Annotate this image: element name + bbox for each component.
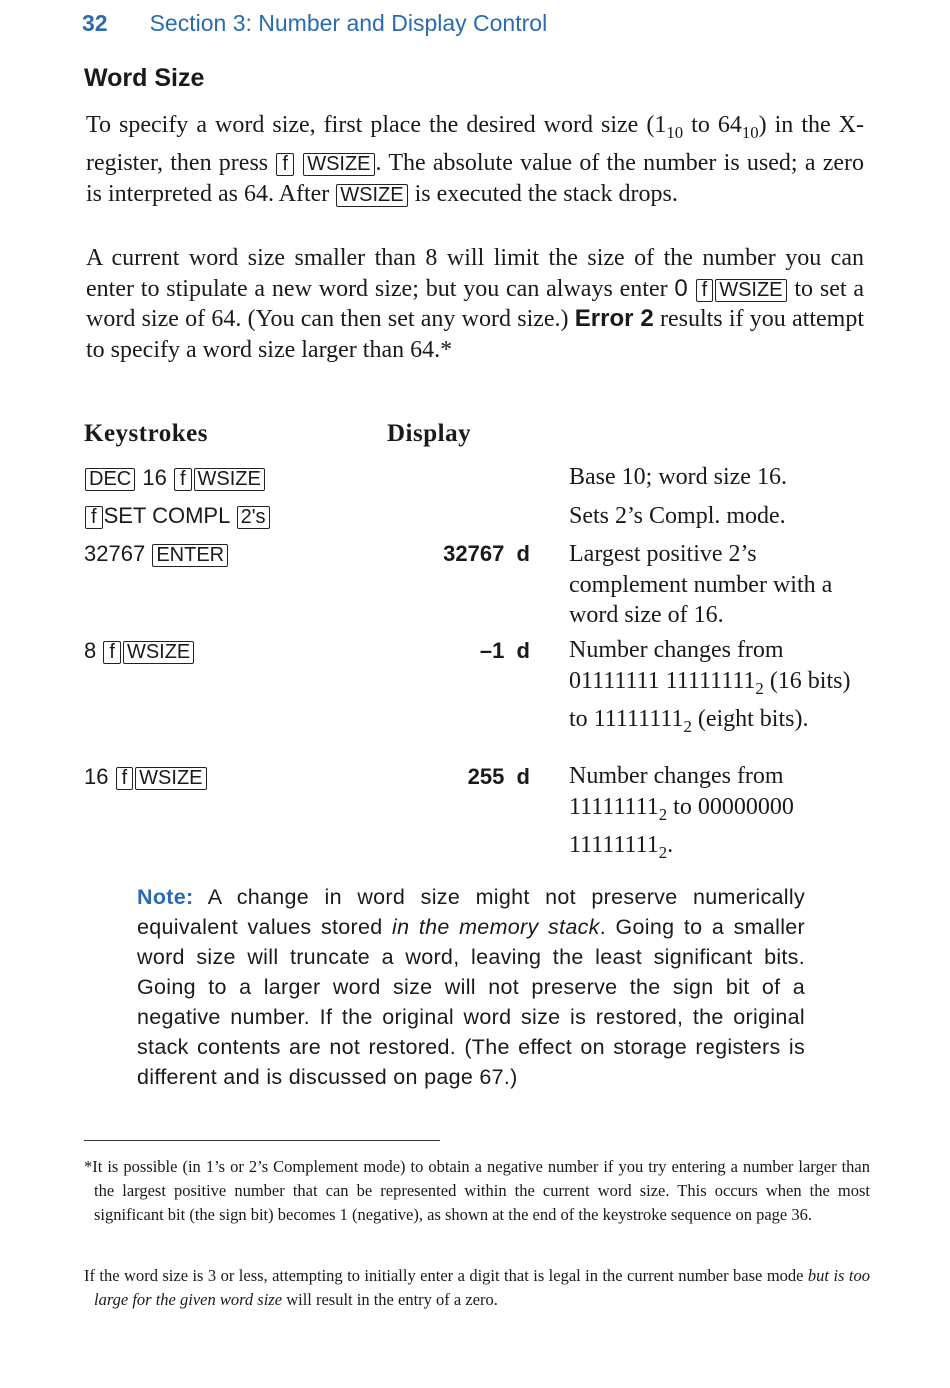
keystrokes-column-header: Keystrokes bbox=[84, 420, 208, 447]
page-number: 32 bbox=[82, 10, 108, 36]
paragraph-word-size-limit: A current word size smaller than 8 will limit the size of the number you can enter to stipulate a new word size; but you can always enter 0 f WSIZE to set a word size of 64. (You can then set any word size.) Error 2 results if you attempt to specify a word size larger than 64.* bbox=[86, 245, 864, 363]
table-row-note: Number changes from $11111111_2$ to 00000000 $11111111_2$. bbox=[569, 763, 794, 862]
f-key: f bbox=[174, 468, 192, 491]
table-row-note: Number changes from 01111111 $11111111_2$ (16 bits) to $11111111_2$ (eight bits). bbox=[569, 637, 851, 736]
wsize-key: WSIZE bbox=[336, 184, 407, 207]
f-key: f bbox=[116, 767, 134, 790]
f-key: f bbox=[85, 506, 103, 529]
note-block: Note: A change in word size might not preserve numerically equivalent values stored in the memory stack. Going to a smaller word size will truncate a word, leaving the least significant bits. Going to a larger word size will not preserve the sign bit of a negative number. If the original word size is restored, the original stack contents are not restored. (The effect on storage registers is different and is discussed on page 67.) bbox=[137, 885, 805, 1089]
f-key: f bbox=[276, 153, 294, 176]
f-key: f bbox=[696, 279, 714, 302]
error-label: Error 2 bbox=[574, 305, 654, 332]
wsize-key: WSIZE bbox=[123, 641, 194, 664]
table-row-keystrokes: DEC 16 f WSIZE bbox=[84, 465, 266, 491]
f-key: f bbox=[103, 641, 121, 664]
page-header bbox=[82, 10, 547, 37]
wsize-key: WSIZE bbox=[194, 468, 265, 491]
display-value: 32767 d bbox=[443, 541, 530, 566]
paragraph-word-size-intro: To specify a word size, first place the desired word size ($1_{10}$ to $64_{10}$) in the X-register, then press f WSIZE . The absolute value of the number is used; a zero is interpreted as 64. After WSIZE is executed the stack drops. bbox=[86, 112, 865, 207]
dec-key: DEC bbox=[85, 468, 135, 491]
wsize-key: WSIZE bbox=[715, 279, 786, 302]
note-label: Note: bbox=[137, 885, 194, 909]
wsize-key: WSIZE bbox=[303, 153, 374, 176]
table-row-note: Largest positive 2’s complement number with a word size of 16. bbox=[569, 541, 833, 628]
footnote-negative-number: *It is possible (in 1’s or 2’s Complement mode) to obtain a negative number if you try entering a number larger than the largest positive number that can be represented within the current word size. This occurs when the most significant bit (the sign bit) becomes 1 (negative), as shown at the end of the keystroke sequence on page 36. bbox=[84, 1157, 870, 1224]
table-row-keystrokes: 8 f WSIZE bbox=[84, 638, 195, 664]
display-column-header: Display bbox=[387, 420, 472, 447]
footnote-small-word-size: If the word size is 3 or less, attempting to initially enter a digit that is legal in the current number base mode but is too large for the given word size will result in the entry of a zero. bbox=[84, 1266, 870, 1309]
section-heading: Word Size bbox=[84, 64, 205, 92]
table-row-keystrokes: f SET COMPL 2's bbox=[84, 503, 271, 529]
table-row-note: Sets 2’s Compl. mode. bbox=[569, 503, 786, 529]
footnote-divider bbox=[84, 1140, 440, 1141]
display-value: –1 d bbox=[479, 638, 530, 663]
twos-complement-key: 2's bbox=[237, 506, 270, 529]
wsize-key: WSIZE bbox=[135, 767, 206, 790]
table-row-keystrokes: 16 f WSIZE bbox=[84, 764, 208, 790]
display-value: 255 d bbox=[467, 764, 530, 789]
table-row-keystrokes: 32767 ENTER bbox=[84, 541, 229, 567]
enter-key: ENTER bbox=[152, 544, 228, 567]
section-title: Section 3: Number and Display Control bbox=[149, 10, 548, 36]
table-row-note: Base 10; word size 16. bbox=[569, 464, 787, 490]
